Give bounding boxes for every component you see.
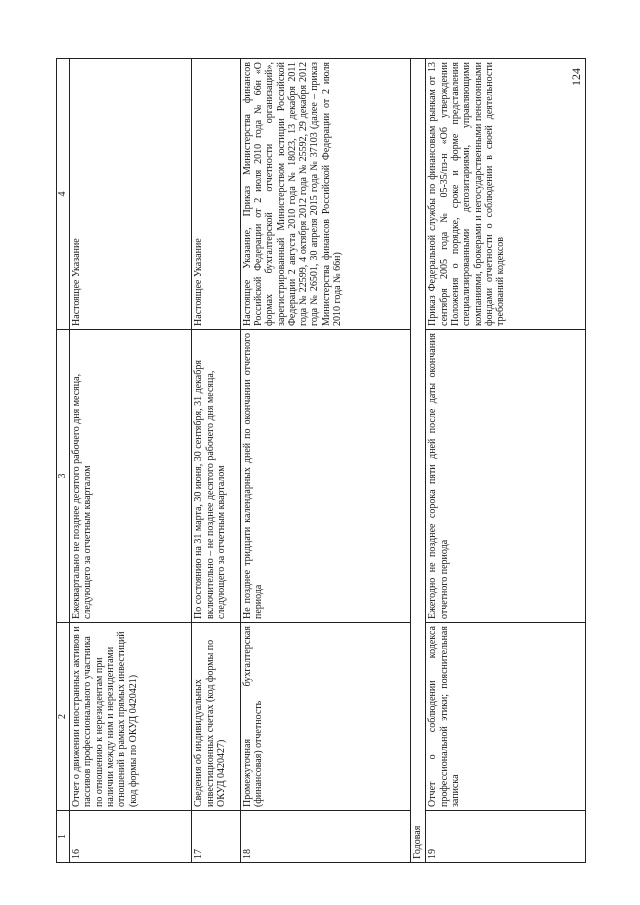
header-col-4: 4 <box>57 59 70 330</box>
group-row <box>411 59 426 863</box>
report-name: Отчет о соблюдении кодекса профессиональной этики; пояснительная записка <box>426 623 586 811</box>
report-deadline: По состоянию на 31 марта, 30 июня, 30 сентября, 31 декабря включительно – не позднее десятого рабочего дня месяца, следующего за отчетным кварталом <box>192 329 240 622</box>
table-row <box>240 59 411 863</box>
report-name: Отчет о движении иностранных активов и пассивов профессионального участника по отношению к нерезидентам при наличии между ним и нерезидентами отношений в рамках прямых инвестиций (код формы по ОКУД 0420421) <box>70 623 192 811</box>
report-basis: Настоящее Указание <box>192 59 240 330</box>
header-col-3: 3 <box>57 329 70 622</box>
table-row <box>192 59 240 863</box>
rotated-table-container <box>56 58 586 863</box>
page-number: 124 <box>569 68 583 86</box>
reporting-table <box>56 58 586 863</box>
table-header-row <box>57 59 70 863</box>
header-col-1: 1 <box>57 811 70 863</box>
report-deadline: Ежеквартально не позднее десятого рабочего дня месяца, следующего за отчетным кварталом <box>70 329 192 622</box>
report-deadline: Не позднее тридцати календарных дней по окончании отчетного периода <box>240 329 411 622</box>
report-name: Сведения об индивидуальных инвестиционных счетах (код формы по ОКУД 0420427) <box>192 623 240 811</box>
report-name: Промежуточная бухгалтерская (финансовая) отчетность <box>240 623 411 811</box>
row-number: 19 <box>426 811 586 863</box>
table-row <box>70 59 192 863</box>
report-deadline: Ежегодно не позднее сорока пяти дней после даты окончания отчетного периода <box>426 329 586 622</box>
report-basis: Настоящее Указание, Приказ Министерства финансов Российской Федерации от 2 июля 2010 года № 66н «О формах бухгалтерской отчетности организаций», зарегистрированный Министерством юстиции Российской Федерации 2 августа 2010 года № 18023, 13 декабря 2011 года № 22599, 4 октября 2012 года № 25592, 29 декабря 2012 года № 26501, 30 апреля 2015 года № 37103 (далее – приказ Министерства финансов Российской Федерации от 2 июля 2010 года № 66н) <box>240 59 411 330</box>
table-row <box>426 59 586 863</box>
row-number: 16 <box>70 811 192 863</box>
row-number: 18 <box>240 811 411 863</box>
report-basis: Настоящее Указание <box>70 59 192 330</box>
header-col-2: 2 <box>57 623 70 811</box>
report-basis: Приказ Федеральной службы по финансовым рынкам от 13 сентября 2005 года № 05-35/пз-н «Об утверждении Положения о порядке, сроке и форме представления специализированными депозитариями, управляющими компаниями, брокерами и негосударственными пенсионными фондами отчетности о соблюдении в своей деятельности требований кодексов <box>426 59 586 330</box>
group-label: Годовая <box>411 59 426 863</box>
row-number: 17 <box>192 811 240 863</box>
